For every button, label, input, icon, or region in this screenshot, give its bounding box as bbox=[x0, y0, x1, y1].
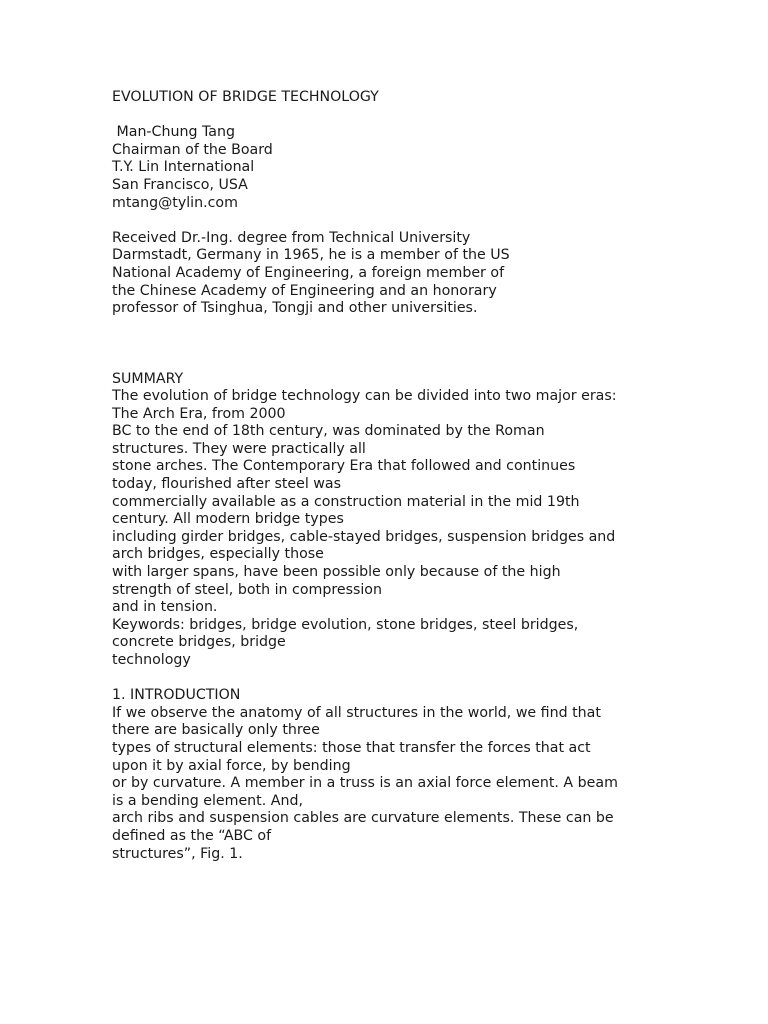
spacer bbox=[112, 107, 657, 125]
introduction-line: or by curvature. A member in a truss is an axial force element. A beam bbox=[112, 775, 618, 792]
summary-line: BC to the end of 18th century, was dominated by the Roman bbox=[112, 423, 545, 440]
author-block bbox=[112, 124, 657, 212]
author-name: Man-Chung Tang bbox=[112, 124, 235, 141]
bio-line: the Chinese Academy of Engineering and an honorary bbox=[112, 282, 497, 299]
spacer bbox=[112, 212, 657, 230]
summary-line: including girder bridges, cable-stayed bridges, suspension bridges and bbox=[112, 528, 616, 545]
introduction-line: If we observe the anatomy of all structures in the world, we find that bbox=[112, 704, 601, 721]
introduction-line: structures”, Fig. 1. bbox=[112, 845, 243, 862]
document-page bbox=[112, 89, 657, 863]
introduction-section bbox=[112, 687, 657, 863]
summary-line: commercially available as a construction material in the mid 19th bbox=[112, 493, 580, 510]
introduction-line: defined as the “ABC of bbox=[112, 827, 272, 844]
keywords-line: Keywords: bridges, bridge evolution, stone bridges, steel bridges, bbox=[112, 616, 579, 633]
summary-line: arch bridges, especially those bbox=[112, 546, 324, 563]
bio-line: professor of Tsinghua, Tongji and other universities. bbox=[112, 300, 478, 317]
introduction-line: is a bending element. And, bbox=[112, 792, 303, 809]
summary-line: today, flourished after steel was bbox=[112, 476, 341, 493]
spacer bbox=[112, 670, 657, 688]
summary-heading: SUMMARY bbox=[112, 370, 184, 387]
author-email: mtang@tylin.com bbox=[112, 194, 238, 211]
author-position: Chairman of the Board bbox=[112, 141, 273, 158]
introduction-line: there are basically only three bbox=[112, 722, 320, 739]
author-bio bbox=[112, 230, 657, 318]
introduction-heading: 1. INTRODUCTION bbox=[112, 687, 241, 704]
keywords-line: concrete bridges, bridge bbox=[112, 634, 286, 651]
summary-line: The Arch Era, from 2000 bbox=[112, 405, 286, 422]
introduction-line: upon it by axial force, by bending bbox=[112, 757, 351, 774]
bio-line: National Academy of Engineering, a foreign member of bbox=[112, 264, 505, 281]
summary-line: strength of steel, both in compression bbox=[112, 581, 382, 598]
summary-line: and in tension. bbox=[112, 599, 218, 616]
summary-line: The evolution of bridge technology can be divided into two major eras: bbox=[112, 388, 617, 405]
author-location: San Francisco, USA bbox=[112, 176, 248, 193]
introduction-line: types of structural elements: those that transfer the forces that act bbox=[112, 739, 591, 756]
document-title: EVOLUTION OF BRIDGE TECHNOLOGY bbox=[112, 89, 379, 105]
summary-line: stone arches. The Contemporary Era that followed and continues bbox=[112, 458, 576, 475]
author-company: T.Y. Lin International bbox=[112, 159, 255, 176]
summary-line: structures. They were practically all bbox=[112, 440, 366, 457]
summary-line: with larger spans, have been possible only because of the high bbox=[112, 564, 561, 581]
keywords-line: technology bbox=[112, 652, 191, 669]
bio-line: Received Dr.-Ing. degree from Technical University bbox=[112, 229, 471, 246]
bio-line: Darmstadt, Germany in 1965, he is a member of the US bbox=[112, 247, 510, 264]
spacer bbox=[112, 318, 657, 371]
introduction-line: arch ribs and suspension cables are curvature elements. These can be bbox=[112, 810, 614, 827]
summary-section bbox=[112, 371, 657, 670]
summary-line: century. All modern bridge types bbox=[112, 511, 344, 528]
